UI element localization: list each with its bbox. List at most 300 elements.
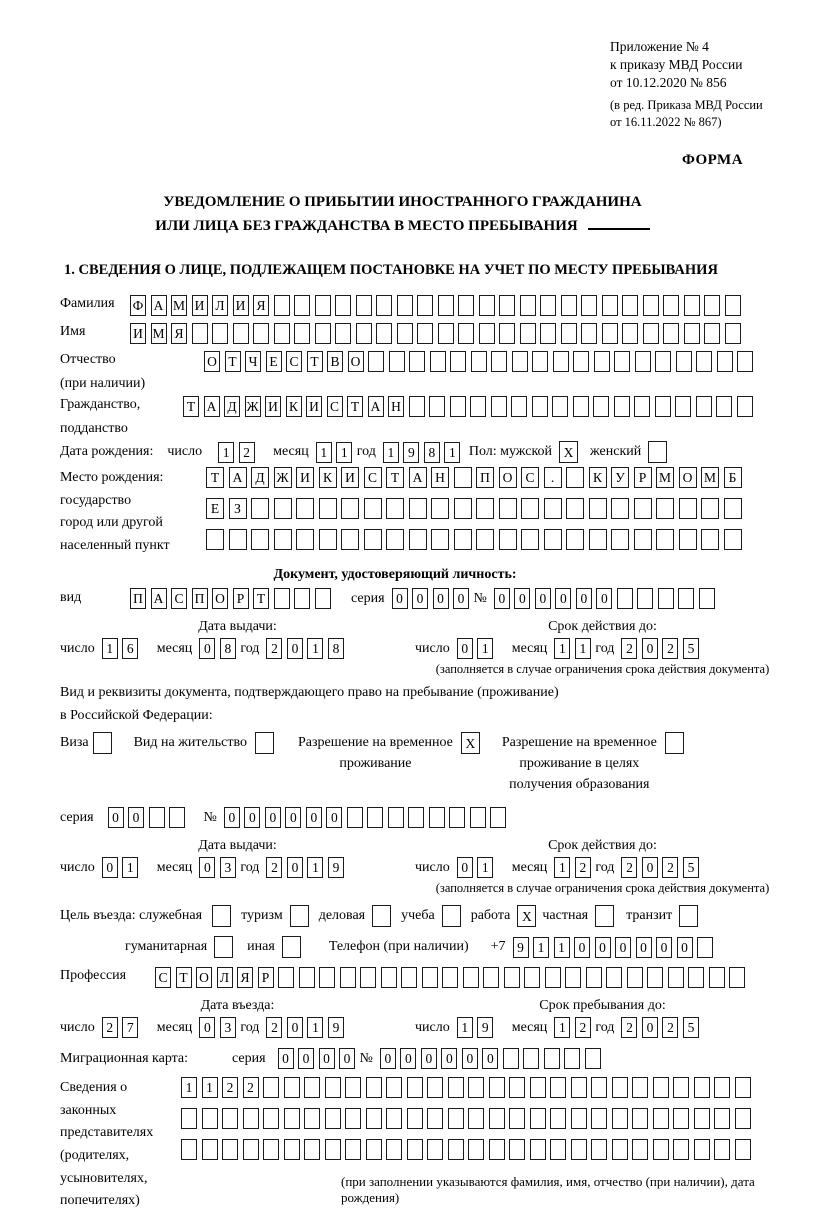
form-cell[interactable] bbox=[612, 1139, 628, 1160]
form-cell[interactable] bbox=[581, 323, 597, 344]
form-cell[interactable] bbox=[304, 1139, 320, 1160]
form-cell[interactable] bbox=[442, 967, 458, 988]
form-cell[interactable]: 2 bbox=[621, 1017, 637, 1038]
form-cell[interactable]: 6 bbox=[122, 638, 138, 659]
checkbox-cell[interactable] bbox=[290, 905, 309, 927]
form-cell[interactable] bbox=[589, 498, 607, 519]
form-cell[interactable] bbox=[663, 323, 679, 344]
form-cell[interactable] bbox=[520, 323, 536, 344]
form-cell[interactable]: 3 bbox=[220, 857, 236, 878]
form-cell[interactable]: 0 bbox=[319, 1048, 335, 1069]
form-cell[interactable] bbox=[470, 396, 486, 417]
form-cell[interactable]: И bbox=[233, 295, 249, 316]
form-cell[interactable] bbox=[212, 323, 228, 344]
form-cell[interactable]: 0 bbox=[400, 1048, 416, 1069]
form-cell[interactable] bbox=[591, 1077, 607, 1098]
form-cell[interactable]: 1 bbox=[181, 1077, 197, 1098]
form-cell[interactable] bbox=[676, 351, 692, 372]
form-cell[interactable] bbox=[591, 1108, 607, 1129]
form-cell[interactable] bbox=[294, 295, 310, 316]
form-cell[interactable] bbox=[366, 1108, 382, 1129]
form-cell[interactable] bbox=[427, 1108, 443, 1129]
form-cell[interactable]: 2 bbox=[621, 857, 637, 878]
form-cell[interactable]: С bbox=[155, 967, 171, 988]
form-cell[interactable] bbox=[612, 1108, 628, 1129]
form-cell[interactable]: 0 bbox=[224, 807, 240, 828]
form-cell[interactable]: 1 bbox=[218, 442, 234, 463]
form-cell[interactable]: 0 bbox=[285, 807, 301, 828]
form-cell[interactable] bbox=[697, 937, 713, 958]
form-cell[interactable] bbox=[181, 1139, 197, 1160]
form-cell[interactable]: Л bbox=[212, 295, 228, 316]
form-cell[interactable]: 0 bbox=[457, 638, 473, 659]
form-cell[interactable] bbox=[315, 588, 331, 609]
form-cell[interactable] bbox=[284, 1108, 300, 1129]
form-cell[interactable] bbox=[606, 967, 622, 988]
form-cell[interactable] bbox=[407, 1077, 423, 1098]
form-cell[interactable]: К bbox=[589, 467, 607, 488]
form-cell[interactable]: 0 bbox=[108, 807, 124, 828]
form-cell[interactable]: 0 bbox=[421, 1048, 437, 1069]
form-cell[interactable] bbox=[463, 967, 479, 988]
form-cell[interactable]: С bbox=[286, 351, 302, 372]
form-cell[interactable]: 0 bbox=[535, 588, 551, 609]
form-cell[interactable] bbox=[409, 529, 427, 550]
form-cell[interactable] bbox=[565, 967, 581, 988]
form-cell[interactable] bbox=[673, 1139, 689, 1160]
form-cell[interactable] bbox=[409, 351, 425, 372]
form-cell[interactable] bbox=[668, 967, 684, 988]
form-cell[interactable] bbox=[335, 323, 351, 344]
form-cell[interactable]: 8 bbox=[328, 638, 344, 659]
form-cell[interactable]: 0 bbox=[677, 937, 693, 958]
form-cell[interactable] bbox=[509, 1139, 525, 1160]
form-cell[interactable]: И bbox=[341, 467, 359, 488]
form-cell[interactable] bbox=[524, 967, 540, 988]
form-cell[interactable]: 0 bbox=[642, 857, 658, 878]
form-cell[interactable] bbox=[325, 1139, 341, 1160]
form-cell[interactable] bbox=[735, 1108, 751, 1129]
form-cell[interactable]: 1 bbox=[102, 638, 118, 659]
form-cell[interactable]: Л bbox=[217, 967, 233, 988]
form-cell[interactable] bbox=[673, 1077, 689, 1098]
form-cell[interactable] bbox=[679, 498, 697, 519]
form-cell[interactable] bbox=[653, 1108, 669, 1129]
form-cell[interactable]: 0 bbox=[514, 588, 530, 609]
form-cell[interactable] bbox=[345, 1139, 361, 1160]
form-cell[interactable] bbox=[340, 967, 356, 988]
form-cell[interactable]: Т bbox=[183, 396, 199, 417]
form-cell[interactable]: 2 bbox=[621, 638, 637, 659]
form-cell[interactable] bbox=[658, 588, 674, 609]
form-cell[interactable] bbox=[294, 588, 310, 609]
form-cell[interactable] bbox=[561, 323, 577, 344]
form-cell[interactable] bbox=[694, 1139, 710, 1160]
form-cell[interactable]: А bbox=[204, 396, 220, 417]
form-cell[interactable] bbox=[407, 1139, 423, 1160]
form-cell[interactable]: 7 bbox=[122, 1017, 138, 1038]
form-cell[interactable]: 0 bbox=[287, 1017, 303, 1038]
form-cell[interactable]: Е bbox=[266, 351, 282, 372]
form-cell[interactable] bbox=[714, 1139, 730, 1160]
form-cell[interactable] bbox=[366, 1139, 382, 1160]
form-cell[interactable] bbox=[545, 967, 561, 988]
form-cell[interactable] bbox=[509, 1077, 525, 1098]
form-cell[interactable]: 2 bbox=[662, 857, 678, 878]
form-cell[interactable] bbox=[566, 529, 584, 550]
form-cell[interactable]: 2 bbox=[243, 1077, 259, 1098]
form-cell[interactable]: 1 bbox=[336, 442, 352, 463]
form-cell[interactable] bbox=[458, 323, 474, 344]
form-cell[interactable] bbox=[386, 1077, 402, 1098]
form-cell[interactable] bbox=[427, 1077, 443, 1098]
form-cell[interactable]: 1 bbox=[554, 937, 570, 958]
form-cell[interactable]: О bbox=[212, 588, 228, 609]
form-cell[interactable] bbox=[550, 1077, 566, 1098]
form-cell[interactable]: О bbox=[348, 351, 364, 372]
form-cell[interactable] bbox=[345, 1077, 361, 1098]
form-cell[interactable] bbox=[675, 396, 691, 417]
form-cell[interactable] bbox=[341, 529, 359, 550]
form-cell[interactable] bbox=[571, 1139, 587, 1160]
form-cell[interactable]: О bbox=[204, 351, 220, 372]
form-cell[interactable]: 1 bbox=[554, 1017, 570, 1038]
form-cell[interactable] bbox=[614, 396, 630, 417]
form-cell[interactable] bbox=[386, 1108, 402, 1129]
form-cell[interactable] bbox=[694, 1108, 710, 1129]
form-cell[interactable] bbox=[573, 351, 589, 372]
form-cell[interactable]: 0 bbox=[287, 638, 303, 659]
form-cell[interactable] bbox=[274, 588, 290, 609]
form-cell[interactable] bbox=[376, 323, 392, 344]
form-cell[interactable] bbox=[499, 498, 517, 519]
form-cell[interactable] bbox=[602, 295, 618, 316]
form-cell[interactable] bbox=[448, 1139, 464, 1160]
form-cell[interactable] bbox=[294, 323, 310, 344]
form-cell[interactable]: О bbox=[499, 467, 517, 488]
form-cell[interactable] bbox=[509, 1108, 525, 1129]
form-cell[interactable]: 5 bbox=[683, 1017, 699, 1038]
form-cell[interactable] bbox=[206, 529, 224, 550]
form-cell[interactable]: 2 bbox=[575, 1017, 591, 1038]
form-cell[interactable]: 2 bbox=[662, 638, 678, 659]
form-cell[interactable]: 8 bbox=[424, 442, 440, 463]
checkbox-cell[interactable] bbox=[665, 732, 684, 754]
form-cell[interactable] bbox=[471, 351, 487, 372]
form-cell[interactable] bbox=[653, 1139, 669, 1160]
checkbox-cell[interactable]: X bbox=[517, 905, 536, 927]
form-cell[interactable] bbox=[274, 498, 292, 519]
form-cell[interactable]: П bbox=[192, 588, 208, 609]
form-cell[interactable] bbox=[553, 351, 569, 372]
form-cell[interactable]: И bbox=[296, 467, 314, 488]
form-cell[interactable] bbox=[364, 498, 382, 519]
form-cell[interactable] bbox=[429, 807, 445, 828]
form-cell[interactable] bbox=[622, 323, 638, 344]
form-cell[interactable]: И bbox=[306, 396, 322, 417]
form-cell[interactable]: 1 bbox=[383, 442, 399, 463]
form-cell[interactable] bbox=[367, 807, 383, 828]
form-cell[interactable]: 9 bbox=[513, 937, 529, 958]
form-cell[interactable]: К bbox=[319, 467, 337, 488]
form-cell[interactable]: А bbox=[229, 467, 247, 488]
form-cell[interactable] bbox=[704, 295, 720, 316]
form-cell[interactable] bbox=[430, 351, 446, 372]
form-cell[interactable] bbox=[655, 351, 671, 372]
form-cell[interactable] bbox=[325, 1077, 341, 1098]
form-cell[interactable] bbox=[315, 323, 331, 344]
form-cell[interactable] bbox=[701, 498, 719, 519]
form-cell[interactable]: А bbox=[151, 295, 167, 316]
form-cell[interactable] bbox=[696, 351, 712, 372]
form-cell[interactable]: 3 bbox=[220, 1017, 236, 1038]
form-cell[interactable] bbox=[655, 396, 671, 417]
form-cell[interactable] bbox=[274, 295, 290, 316]
form-cell[interactable] bbox=[149, 807, 165, 828]
form-cell[interactable]: Р bbox=[233, 588, 249, 609]
form-cell[interactable] bbox=[503, 1048, 519, 1069]
form-cell[interactable] bbox=[341, 498, 359, 519]
form-cell[interactable]: Д bbox=[224, 396, 240, 417]
form-cell[interactable] bbox=[530, 1108, 546, 1129]
form-cell[interactable] bbox=[448, 1108, 464, 1129]
form-cell[interactable] bbox=[504, 967, 520, 988]
form-cell[interactable]: 1 bbox=[575, 638, 591, 659]
form-cell[interactable]: 0 bbox=[576, 588, 592, 609]
form-cell[interactable] bbox=[552, 396, 568, 417]
form-cell[interactable] bbox=[401, 967, 417, 988]
form-cell[interactable]: 1 bbox=[307, 857, 323, 878]
form-cell[interactable] bbox=[479, 323, 495, 344]
form-cell[interactable]: 0 bbox=[462, 1048, 478, 1069]
checkbox-cell[interactable] bbox=[255, 732, 274, 754]
form-cell[interactable]: 2 bbox=[266, 638, 282, 659]
form-cell[interactable] bbox=[540, 323, 556, 344]
form-cell[interactable]: М bbox=[656, 467, 674, 488]
form-cell[interactable] bbox=[499, 529, 517, 550]
form-cell[interactable] bbox=[386, 1139, 402, 1160]
form-cell[interactable] bbox=[544, 529, 562, 550]
form-cell[interactable] bbox=[229, 529, 247, 550]
form-cell[interactable] bbox=[448, 1077, 464, 1098]
form-cell[interactable]: 2 bbox=[102, 1017, 118, 1038]
form-cell[interactable] bbox=[635, 351, 651, 372]
form-cell[interactable] bbox=[449, 807, 465, 828]
form-cell[interactable]: 0 bbox=[642, 1017, 658, 1038]
form-cell[interactable] bbox=[694, 1077, 710, 1098]
form-cell[interactable] bbox=[319, 967, 335, 988]
checkbox-cell[interactable] bbox=[282, 936, 301, 958]
form-cell[interactable]: 1 bbox=[307, 1017, 323, 1038]
form-cell[interactable] bbox=[304, 1077, 320, 1098]
form-cell[interactable] bbox=[594, 351, 610, 372]
form-cell[interactable]: . bbox=[544, 467, 562, 488]
form-cell[interactable] bbox=[476, 529, 494, 550]
form-cell[interactable] bbox=[296, 498, 314, 519]
form-cell[interactable] bbox=[263, 1108, 279, 1129]
form-cell[interactable]: 0 bbox=[656, 937, 672, 958]
form-cell[interactable]: 0 bbox=[287, 857, 303, 878]
form-cell[interactable] bbox=[699, 588, 715, 609]
form-cell[interactable] bbox=[489, 1139, 505, 1160]
form-cell[interactable] bbox=[483, 967, 499, 988]
form-cell[interactable]: И bbox=[192, 295, 208, 316]
form-cell[interactable] bbox=[714, 1077, 730, 1098]
form-cell[interactable] bbox=[450, 396, 466, 417]
form-cell[interactable]: 1 bbox=[444, 442, 460, 463]
checkbox-cell[interactable] bbox=[93, 732, 112, 754]
form-cell[interactable]: С bbox=[171, 588, 187, 609]
form-cell[interactable] bbox=[335, 295, 351, 316]
form-cell[interactable] bbox=[550, 1108, 566, 1129]
form-cell[interactable] bbox=[540, 295, 556, 316]
form-cell[interactable]: 9 bbox=[403, 442, 419, 463]
form-cell[interactable] bbox=[716, 396, 732, 417]
form-cell[interactable]: С bbox=[364, 467, 382, 488]
form-cell[interactable] bbox=[407, 1108, 423, 1129]
form-cell[interactable]: 0 bbox=[199, 1017, 215, 1038]
form-cell[interactable]: Р bbox=[258, 967, 274, 988]
form-cell[interactable] bbox=[417, 295, 433, 316]
form-cell[interactable] bbox=[491, 351, 507, 372]
form-cell[interactable]: 0 bbox=[596, 588, 612, 609]
form-cell[interactable]: Я bbox=[171, 323, 187, 344]
form-cell[interactable] bbox=[251, 529, 269, 550]
checkbox-cell[interactable] bbox=[214, 936, 233, 958]
form-cell[interactable] bbox=[468, 1139, 484, 1160]
form-cell[interactable] bbox=[454, 467, 472, 488]
form-cell[interactable]: 0 bbox=[380, 1048, 396, 1069]
form-cell[interactable] bbox=[454, 498, 472, 519]
form-cell[interactable]: 0 bbox=[244, 807, 260, 828]
form-cell[interactable] bbox=[634, 498, 652, 519]
form-cell[interactable] bbox=[586, 967, 602, 988]
form-cell[interactable] bbox=[489, 1077, 505, 1098]
form-cell[interactable] bbox=[438, 323, 454, 344]
form-cell[interactable]: 0 bbox=[433, 588, 449, 609]
form-cell[interactable] bbox=[381, 967, 397, 988]
form-cell[interactable]: 0 bbox=[306, 807, 322, 828]
form-cell[interactable] bbox=[511, 396, 527, 417]
form-cell[interactable] bbox=[499, 323, 515, 344]
form-cell[interactable] bbox=[243, 1139, 259, 1160]
form-cell[interactable]: Е bbox=[206, 498, 224, 519]
checkbox-cell[interactable] bbox=[442, 905, 461, 927]
form-cell[interactable]: 0 bbox=[457, 857, 473, 878]
form-cell[interactable] bbox=[319, 529, 337, 550]
form-cell[interactable]: Ф bbox=[130, 295, 146, 316]
form-cell[interactable] bbox=[284, 1077, 300, 1098]
form-cell[interactable] bbox=[366, 1077, 382, 1098]
form-cell[interactable]: Д bbox=[251, 467, 269, 488]
form-cell[interactable] bbox=[571, 1108, 587, 1129]
form-cell[interactable] bbox=[386, 529, 404, 550]
form-cell[interactable] bbox=[454, 529, 472, 550]
form-cell[interactable]: 1 bbox=[533, 937, 549, 958]
form-cell[interactable] bbox=[684, 323, 700, 344]
form-cell[interactable]: 0 bbox=[392, 588, 408, 609]
form-cell[interactable] bbox=[717, 351, 733, 372]
form-cell[interactable] bbox=[360, 967, 376, 988]
form-cell[interactable] bbox=[263, 1077, 279, 1098]
form-cell[interactable]: И bbox=[265, 396, 281, 417]
form-cell[interactable] bbox=[724, 529, 742, 550]
form-cell[interactable]: О bbox=[679, 467, 697, 488]
form-cell[interactable] bbox=[364, 529, 382, 550]
form-cell[interactable] bbox=[450, 351, 466, 372]
form-cell[interactable] bbox=[181, 1108, 197, 1129]
form-cell[interactable] bbox=[532, 351, 548, 372]
form-cell[interactable] bbox=[632, 1077, 648, 1098]
form-cell[interactable] bbox=[520, 295, 536, 316]
form-cell[interactable] bbox=[581, 295, 597, 316]
form-cell[interactable] bbox=[251, 498, 269, 519]
form-cell[interactable]: 0 bbox=[636, 937, 652, 958]
form-cell[interactable]: 1 bbox=[202, 1077, 218, 1098]
form-cell[interactable] bbox=[622, 295, 638, 316]
form-cell[interactable] bbox=[458, 295, 474, 316]
form-cell[interactable] bbox=[611, 498, 629, 519]
form-cell[interactable] bbox=[284, 1139, 300, 1160]
form-cell[interactable]: Р bbox=[634, 467, 652, 488]
form-cell[interactable]: 2 bbox=[266, 1017, 282, 1038]
form-cell[interactable]: 0 bbox=[199, 638, 215, 659]
form-cell[interactable] bbox=[202, 1108, 218, 1129]
form-cell[interactable] bbox=[735, 1139, 751, 1160]
form-cell[interactable] bbox=[617, 588, 633, 609]
form-cell[interactable] bbox=[438, 295, 454, 316]
form-cell[interactable] bbox=[169, 807, 185, 828]
checkbox-cell[interactable] bbox=[679, 905, 698, 927]
form-cell[interactable] bbox=[490, 807, 506, 828]
form-cell[interactable]: 1 bbox=[477, 638, 493, 659]
form-cell[interactable] bbox=[202, 1139, 218, 1160]
form-cell[interactable]: П bbox=[476, 467, 494, 488]
form-cell[interactable] bbox=[429, 396, 445, 417]
form-cell[interactable]: У bbox=[611, 467, 629, 488]
form-cell[interactable]: Н bbox=[431, 467, 449, 488]
form-cell[interactable] bbox=[656, 498, 674, 519]
form-cell[interactable] bbox=[729, 967, 745, 988]
form-cell[interactable] bbox=[263, 1139, 279, 1160]
form-cell[interactable]: 9 bbox=[328, 857, 344, 878]
form-cell[interactable] bbox=[632, 1139, 648, 1160]
form-cell[interactable] bbox=[673, 1108, 689, 1129]
form-cell[interactable] bbox=[417, 323, 433, 344]
form-cell[interactable]: Т bbox=[253, 588, 269, 609]
form-cell[interactable] bbox=[409, 396, 425, 417]
form-cell[interactable] bbox=[593, 396, 609, 417]
form-cell[interactable]: Б bbox=[724, 467, 742, 488]
form-cell[interactable] bbox=[637, 588, 653, 609]
form-cell[interactable] bbox=[296, 529, 314, 550]
form-cell[interactable]: 0 bbox=[441, 1048, 457, 1069]
form-cell[interactable] bbox=[476, 498, 494, 519]
form-cell[interactable] bbox=[431, 529, 449, 550]
form-cell[interactable] bbox=[589, 529, 607, 550]
form-cell[interactable] bbox=[491, 396, 507, 417]
form-cell[interactable] bbox=[725, 323, 741, 344]
form-cell[interactable] bbox=[544, 498, 562, 519]
form-cell[interactable]: 0 bbox=[298, 1048, 314, 1069]
form-cell[interactable] bbox=[222, 1108, 238, 1129]
form-cell[interactable]: 0 bbox=[642, 638, 658, 659]
form-cell[interactable] bbox=[278, 967, 294, 988]
form-cell[interactable] bbox=[591, 1139, 607, 1160]
form-cell[interactable] bbox=[737, 351, 753, 372]
form-cell[interactable] bbox=[544, 1048, 560, 1069]
form-cell[interactable] bbox=[627, 967, 643, 988]
